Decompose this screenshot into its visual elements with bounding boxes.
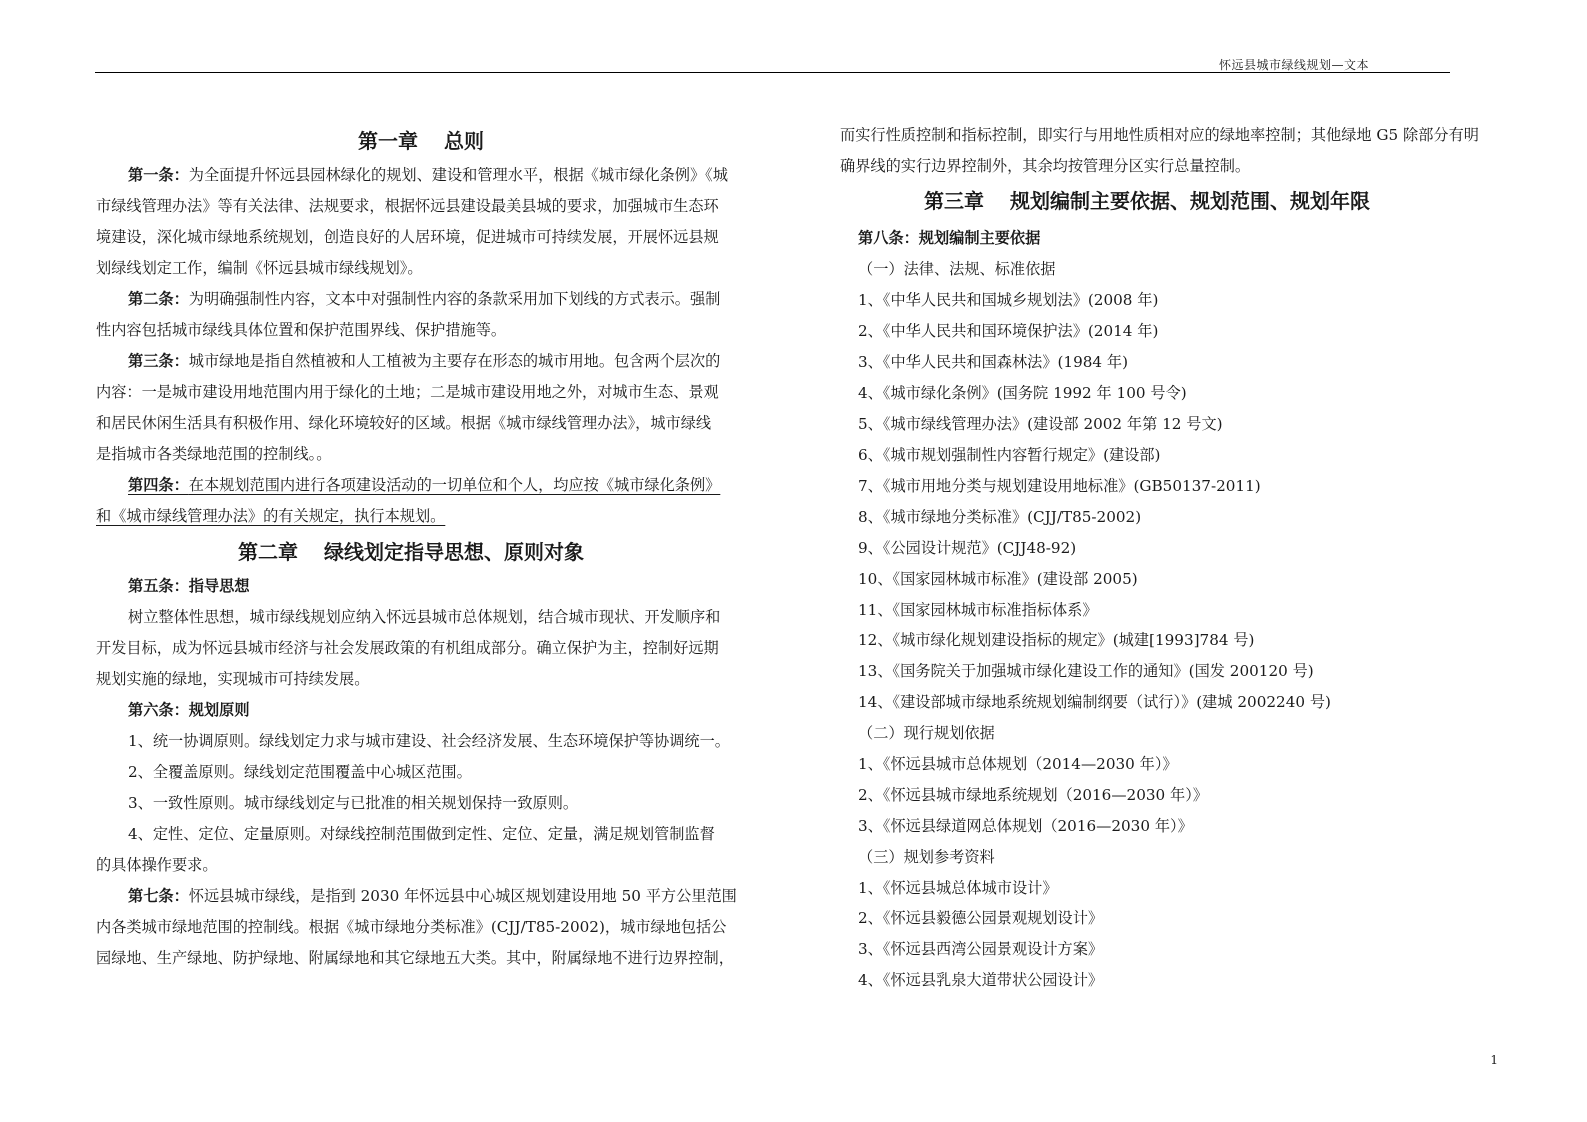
- article-text: 城市绿地是指自然植被和人工植被为主要存在形态的城市用地。包含两个层次的: [188, 352, 721, 370]
- chapter-number: 第一章: [358, 129, 418, 153]
- article-4-line-2: [96, 505, 445, 527]
- article-text: 在本规划范围内进行各项建设活动的一切单位和个人，均应按《城市绿化条例》: [188, 476, 721, 494]
- article-7-continued-line-1: 而实行性质控制和指标控制，即实行与用地性质相对应的绿地率控制；其他绿地 G5 除部分有明: [840, 126, 1479, 144]
- reference-item: 4、《怀远县乳泉大道带状公园设计》: [858, 971, 1104, 989]
- article-text: 和《城市绿线管理办法》的有关规定，执行本规划。: [96, 507, 446, 525]
- article-1-line-4: 划绿线划定工作，编制《怀远县城市绿线规划》。: [96, 259, 423, 277]
- chapter-2-heading: [238, 538, 584, 566]
- reference-item: 2、《怀远县毅德公园景观规划设计》: [858, 909, 1104, 927]
- article-3-line-1: [96, 350, 720, 372]
- article-text: 为全面提升怀远县园林绿化的规划、建设和管理水平，根据《城市绿化条例》《城: [188, 166, 728, 184]
- article-label: 第七条：: [128, 887, 189, 905]
- principle-4-line-2: 的具体操作要求。: [96, 856, 218, 874]
- article-7-line-3: 园绿地、生产绿地、防护绿地、附属绿地和其它绿地五大类。其中，附属绿地不进行边界控制，: [96, 949, 734, 967]
- chapter-number: 第三章: [924, 189, 984, 213]
- page-number: 1: [1490, 1053, 1498, 1067]
- section-2-heading: （二）现行规划依据: [858, 724, 995, 742]
- law-item: 1、《中华人民共和国城乡规划法》(2008 年): [858, 291, 1159, 309]
- article-5-line-2: 开发目标，成为怀远县城市经济与社会发展政策的有机组成部分。确立保护为主，控制好远期: [96, 639, 719, 657]
- article-6-heading: 第六条：规划原则: [128, 701, 250, 719]
- chapter-title: 绿线划定指导思想、原则对象: [324, 540, 584, 564]
- article-5-line-1: 树立整体性思想，城市绿线规划应纳入怀远县城市总体规划，结合城市现状、开发顺序和: [128, 608, 721, 626]
- reference-item: 3、《怀远县西湾公园景观设计方案》: [858, 940, 1104, 958]
- law-item: 5、《城市绿线管理办法》(建设部 2002 年第 12 号文): [858, 415, 1223, 433]
- plan-item: 3、《怀远县绿道网总体规划（2016—2030 年）》: [858, 817, 1193, 835]
- header-rule: [95, 72, 1450, 73]
- article-1-line-2: 市绿线管理办法》等有关法律、法规要求，根据怀远县建设最美县城的要求，加强城市生态环: [96, 197, 719, 215]
- section-3-heading: （三）规划参考资料: [858, 848, 995, 866]
- article-3-line-2: 内容：一是城市建设用地范围内用于绿化的土地；二是城市建设用地之外，对城市生态、景观: [96, 383, 719, 401]
- article-text: 怀远县城市绿线，是指到 2030 年怀远县中心城区规划建设用地 50 平方公里范围: [188, 887, 737, 905]
- law-item: 9、《公园设计规范》(CJJ48-92): [858, 539, 1077, 557]
- law-item: 10、《国家园林城市标准》(建设部 2005): [858, 570, 1138, 588]
- article-text: 为明确强制性内容，文本中对强制性内容的条款采用加下划线的方式表示。强制: [188, 290, 721, 308]
- article-4-line-1: [96, 474, 720, 496]
- article-7-line-1: [96, 885, 737, 907]
- article-8-heading: 第八条：规划编制主要依据: [858, 229, 1041, 247]
- article-3-line-3: 和居民休闲生活具有积极作用、绿化环境较好的区域。根据《城市绿线管理办法》，城市绿线: [96, 414, 712, 432]
- reference-item: 1、《怀远县城总体城市设计》: [858, 879, 1058, 897]
- law-item: 6、《城市规划强制性内容暂行规定》(建设部): [858, 446, 1161, 464]
- principle-2: 2、全覆盖原则。绿线划定范围覆盖中心城区范围。: [128, 763, 472, 781]
- chapter-1-heading: [358, 127, 484, 155]
- law-item: 14、《建设部城市绿地系统规划编制纲要（试行）》(建城 2002240 号): [858, 693, 1331, 711]
- law-item: 3、《中华人民共和国森林法》(1984 年): [858, 353, 1129, 371]
- plan-item: 2、《怀远县城市绿地系统规划（2016—2030 年）》: [858, 786, 1208, 804]
- section-1-heading: （一）法律、法规、标准依据: [858, 260, 1056, 278]
- article-2-line-1: [96, 288, 720, 310]
- principle-3: 3、一致性原则。城市绿线划定与已批准的相关规划保持一致原则。: [128, 794, 579, 812]
- law-item: 11、《国家园林城市标准指标体系》: [858, 601, 1098, 619]
- article-3-line-4: 是指城市各类绿地范围的控制线。。: [96, 445, 332, 463]
- header-title: 怀远县城市绿线规划—文本: [1218, 58, 1369, 72]
- article-2-line-2: 性内容包括城市绿线具体位置和保护范围界线、保护措施等。: [96, 321, 507, 339]
- article-label: 第四条：: [128, 476, 189, 494]
- article-7-continued-line-2: 确界线的实行边界控制外，其余均按管理分区实行总量控制。: [840, 157, 1251, 175]
- article-1-line-1: [96, 164, 728, 186]
- plan-item: 1、《怀远县城市总体规划（2014—2030 年）》: [858, 755, 1178, 773]
- law-item: 13、《国务院关于加强城市绿化建设工作的通知》(国发 200120 号): [858, 662, 1314, 680]
- article-5-line-3: 规划实施的绿地，实现城市可持续发展。: [96, 670, 370, 688]
- law-item: 8、《城市绿地分类标准》(CJJ/T85-2002): [858, 508, 1142, 526]
- chapter-number: 第二章: [238, 540, 298, 564]
- law-item: 12、《城市绿化规划建设指标的规定》(城建[1993]784 号): [858, 631, 1255, 649]
- article-label: 第三条：: [128, 352, 189, 370]
- chapter-3-heading: [924, 187, 1370, 215]
- law-item: 7、《城市用地分类与规划建设用地标准》(GB50137-2011): [858, 477, 1261, 495]
- article-1-line-3: 境建设，深化城市绿地系统规划，创造良好的人居环境，促进城市可持续发展，开展怀远县规: [96, 228, 719, 246]
- law-item: 2、《中华人民共和国环境保护法》(2014 年): [858, 322, 1159, 340]
- law-item: 4、《城市绿化条例》(国务院 1992 年 100 号令): [858, 384, 1187, 402]
- chapter-title: 总则: [444, 129, 484, 153]
- article-7-line-2: 内各类城市绿地范围的控制线。根据《城市绿地分类标准》(CJJ/T85-2002)，城市绿地包括公: [96, 918, 727, 936]
- article-5-heading: 第五条：指导思想: [128, 577, 250, 595]
- article-label: 第二条：: [128, 290, 189, 308]
- principle-4-line-1: 4、定性、定位、定量原则。对绿线控制范围做到定性、定位、定量，满足规划管制监督: [128, 825, 715, 843]
- chapter-title: 规划编制主要依据、规划范围、规划年限: [1010, 189, 1370, 213]
- principle-1: 1、统一协调原则。绿线划定力求与城市建设、社会经济发展、生态环境保护等协调统一。: [128, 732, 730, 750]
- article-label: 第一条：: [128, 166, 189, 184]
